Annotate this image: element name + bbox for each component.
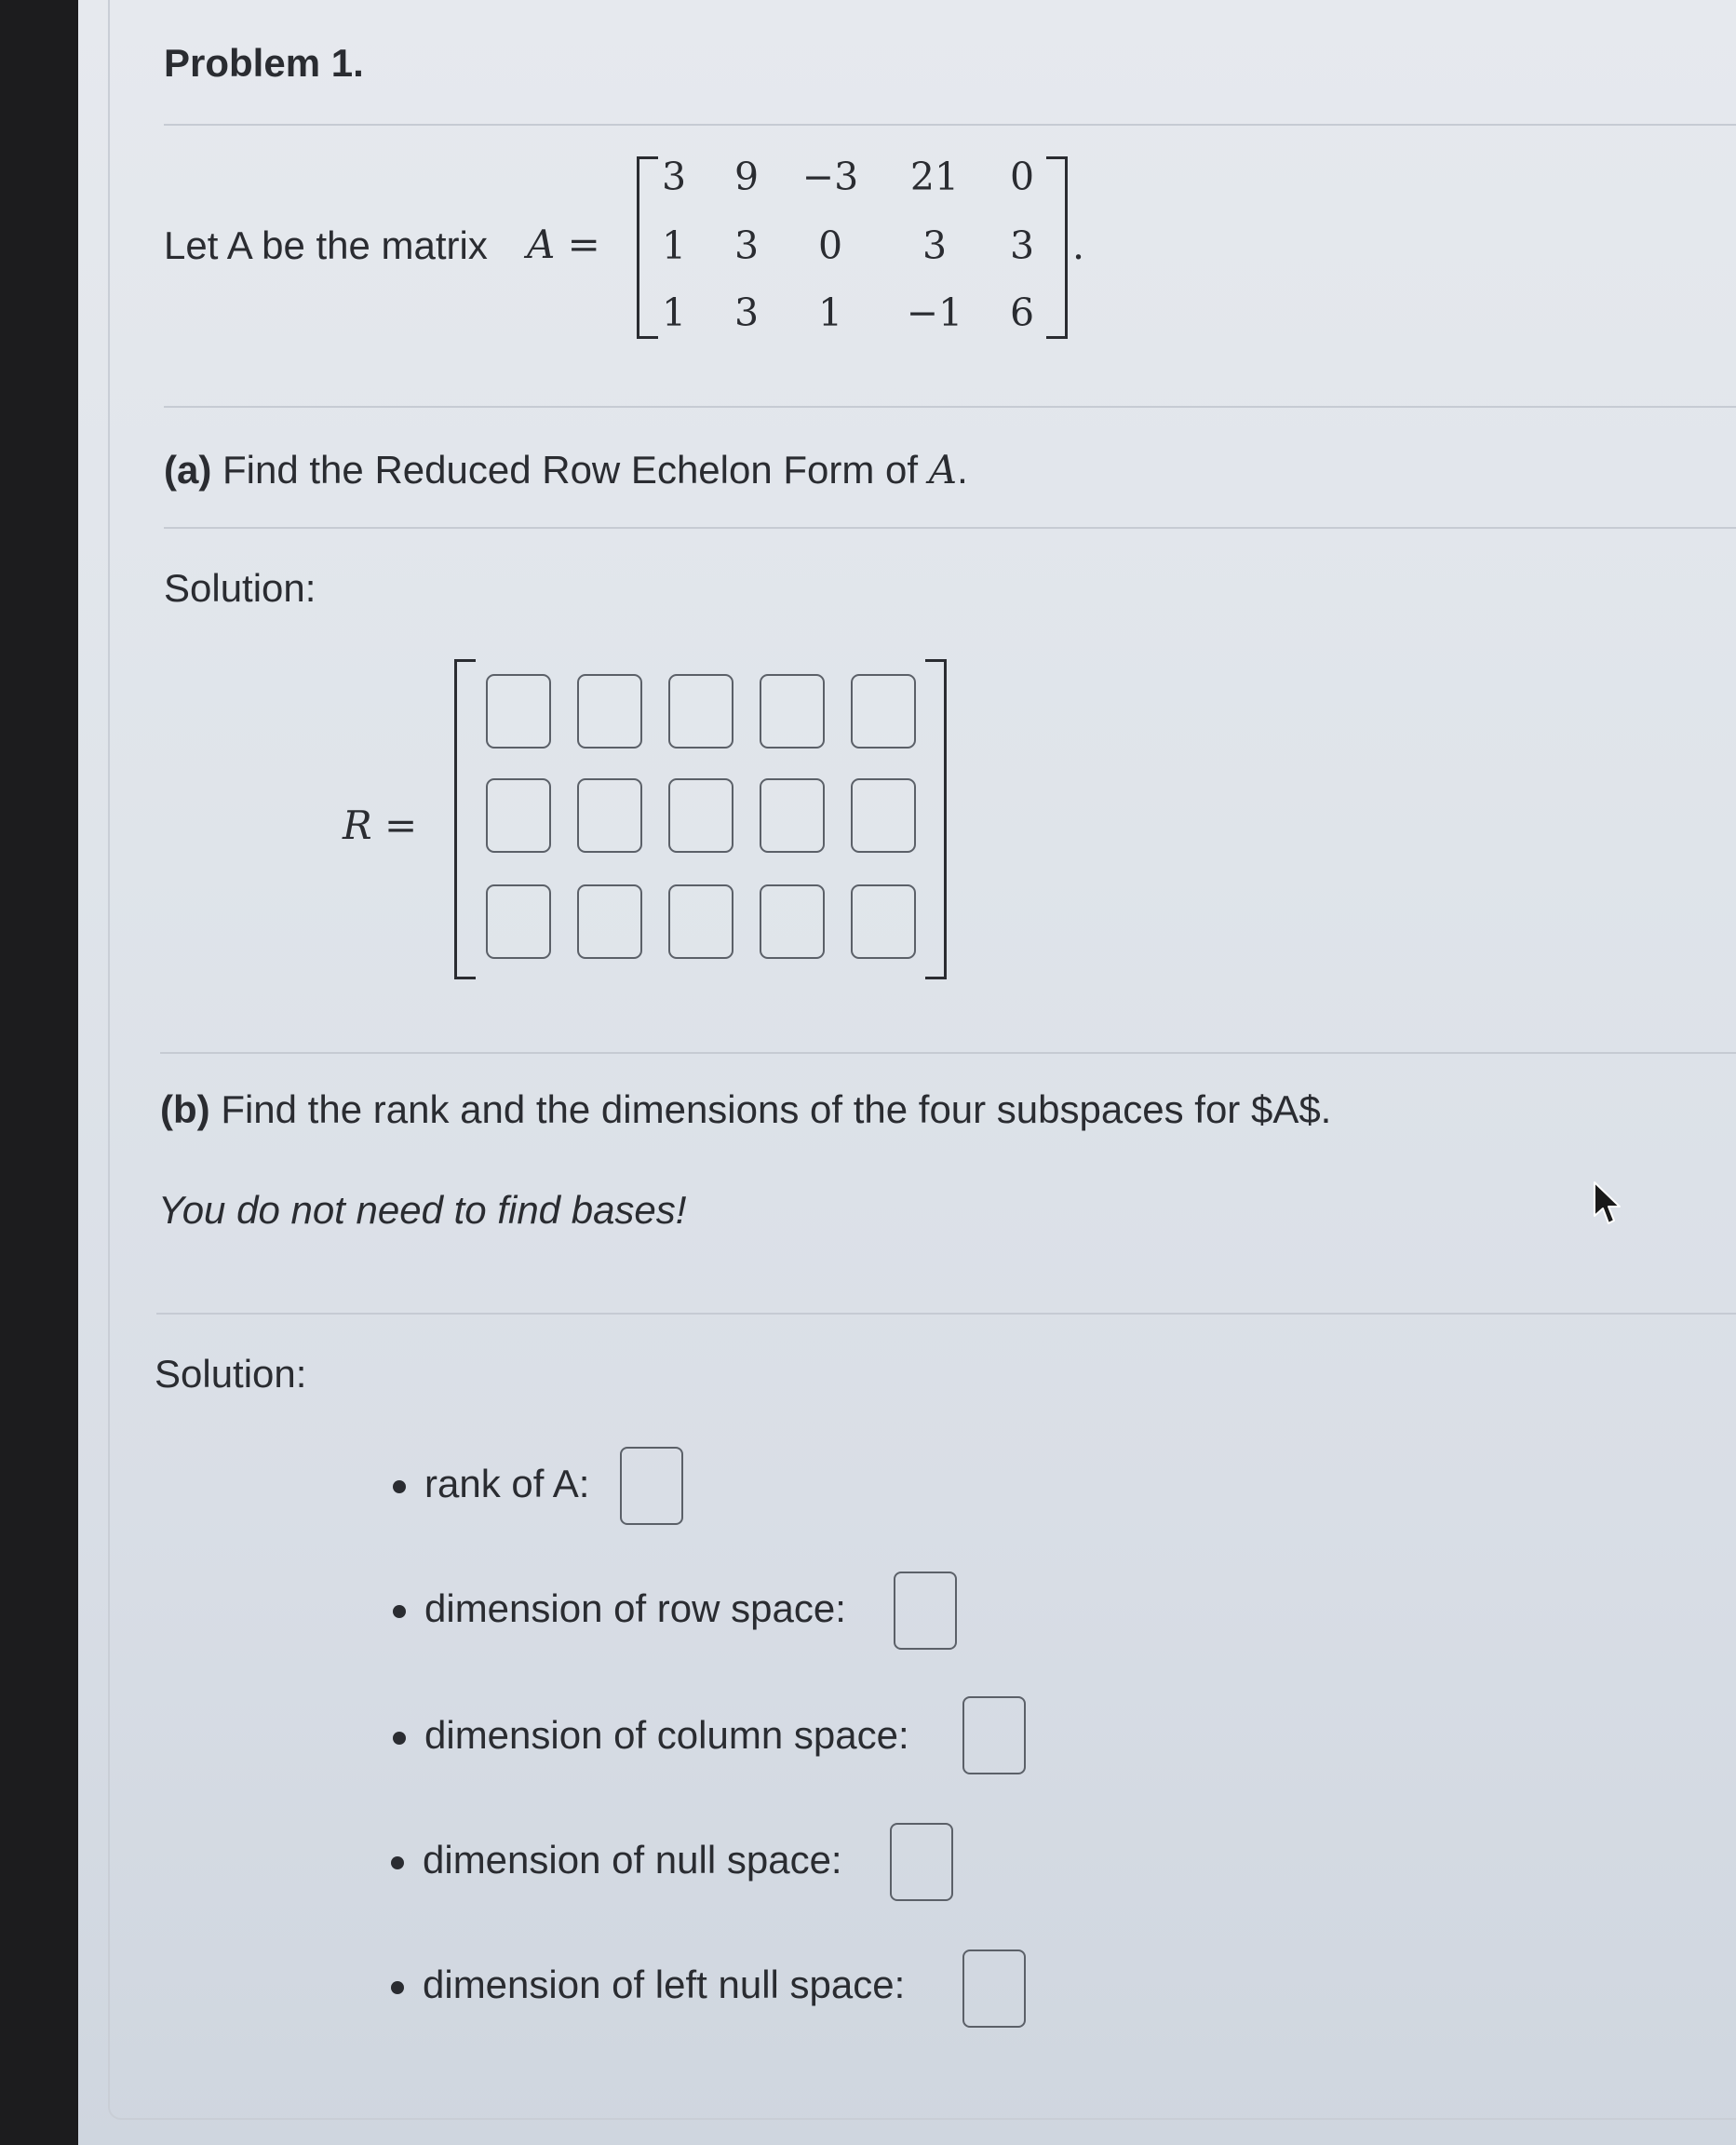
bullet-icon xyxy=(393,1732,406,1745)
rref-entry-input[interactable] xyxy=(668,884,733,959)
solution-b-label: Solution: xyxy=(155,1352,307,1396)
matrix-cell: 3 xyxy=(922,223,948,268)
rref-entry-input[interactable] xyxy=(486,778,551,853)
left-null-space-dim-input[interactable] xyxy=(962,1949,1026,2028)
part-a-label: (a) xyxy=(164,448,212,492)
rank-input[interactable] xyxy=(620,1447,683,1525)
matrix-period: . xyxy=(1072,223,1085,268)
mouse-pointer-icon xyxy=(1592,1180,1623,1227)
null-space-dim-input[interactable] xyxy=(890,1823,953,1901)
solution-label: Solution: xyxy=(164,566,316,610)
matrix-cell: 1 xyxy=(661,223,687,268)
intro-text: Let A be the matrix xyxy=(164,223,488,267)
rref-entry-input[interactable] xyxy=(851,884,916,959)
divider xyxy=(164,527,1736,529)
bullet-icon xyxy=(393,1605,406,1618)
matrix-cell: 21 xyxy=(909,155,960,199)
matrix-cell: 0 xyxy=(817,223,843,268)
rref-entry-input[interactable] xyxy=(668,778,733,853)
matrix-cell: 3 xyxy=(733,290,760,335)
divider xyxy=(156,1313,1736,1315)
matrix-cell: −3 xyxy=(801,155,859,199)
answer-label: rank of A: xyxy=(424,1462,590,1505)
matrix-cell: 1 xyxy=(817,290,843,335)
rref-entry-input[interactable] xyxy=(577,674,642,749)
bullet-icon xyxy=(391,1856,404,1869)
part-a-prompt xyxy=(164,447,968,492)
problem-title: Problem 1. xyxy=(164,41,364,85)
rref-entry-input[interactable] xyxy=(577,778,642,853)
matrix-cell: 0 xyxy=(1009,155,1035,199)
answer-label: dimension of null space: xyxy=(423,1838,842,1882)
part-a-var: A xyxy=(928,447,958,492)
divider xyxy=(164,406,1736,408)
rref-entry-input[interactable] xyxy=(851,778,916,853)
matrix-cell: −1 xyxy=(906,290,963,335)
matrix-cell: 6 xyxy=(1009,290,1035,335)
divider xyxy=(164,124,1736,126)
answer-label: dimension of column space: xyxy=(424,1713,909,1757)
matrix-label: A = xyxy=(527,222,600,267)
matrix-cell: 3 xyxy=(661,155,687,199)
matrix-cell: 3 xyxy=(1009,223,1035,268)
matrix-cell: 9 xyxy=(733,155,760,199)
screen xyxy=(78,0,1736,2145)
matrix-cell: 1 xyxy=(661,290,687,335)
answer-label: dimension of left null space: xyxy=(423,1963,906,2006)
rref-label: R = xyxy=(343,803,418,848)
part-b-text: Find the rank and the dimensions of the four subspaces for $A$. xyxy=(221,1087,1332,1131)
rref-entry-input[interactable] xyxy=(760,778,825,853)
part-a-end: . xyxy=(957,448,968,492)
part-b-note: You do not need to find bases! xyxy=(158,1188,687,1232)
rref-entry-input[interactable] xyxy=(668,674,733,749)
left-bracket xyxy=(454,659,476,979)
rref-entry-input[interactable] xyxy=(760,674,825,749)
bullet-icon xyxy=(391,1981,404,1994)
divider xyxy=(160,1052,1736,1054)
row-space-dim-input[interactable] xyxy=(894,1572,957,1650)
rref-entry-input[interactable] xyxy=(486,674,551,749)
answer-label: dimension of row space: xyxy=(424,1586,846,1630)
matrix-cell: 3 xyxy=(733,223,760,268)
column-space-dim-input[interactable] xyxy=(962,1696,1026,1774)
rref-entry-input[interactable] xyxy=(760,884,825,959)
right-bracket xyxy=(925,659,947,979)
part-b-label: (b) xyxy=(160,1087,210,1131)
bullet-icon xyxy=(393,1480,406,1493)
part-a-text: Find the Reduced Row Echelon Form of xyxy=(222,448,919,492)
part-b-prompt xyxy=(160,1087,1331,1132)
rref-entry-input[interactable] xyxy=(577,884,642,959)
rref-entry-input[interactable] xyxy=(486,884,551,959)
rref-entry-input[interactable] xyxy=(851,674,916,749)
